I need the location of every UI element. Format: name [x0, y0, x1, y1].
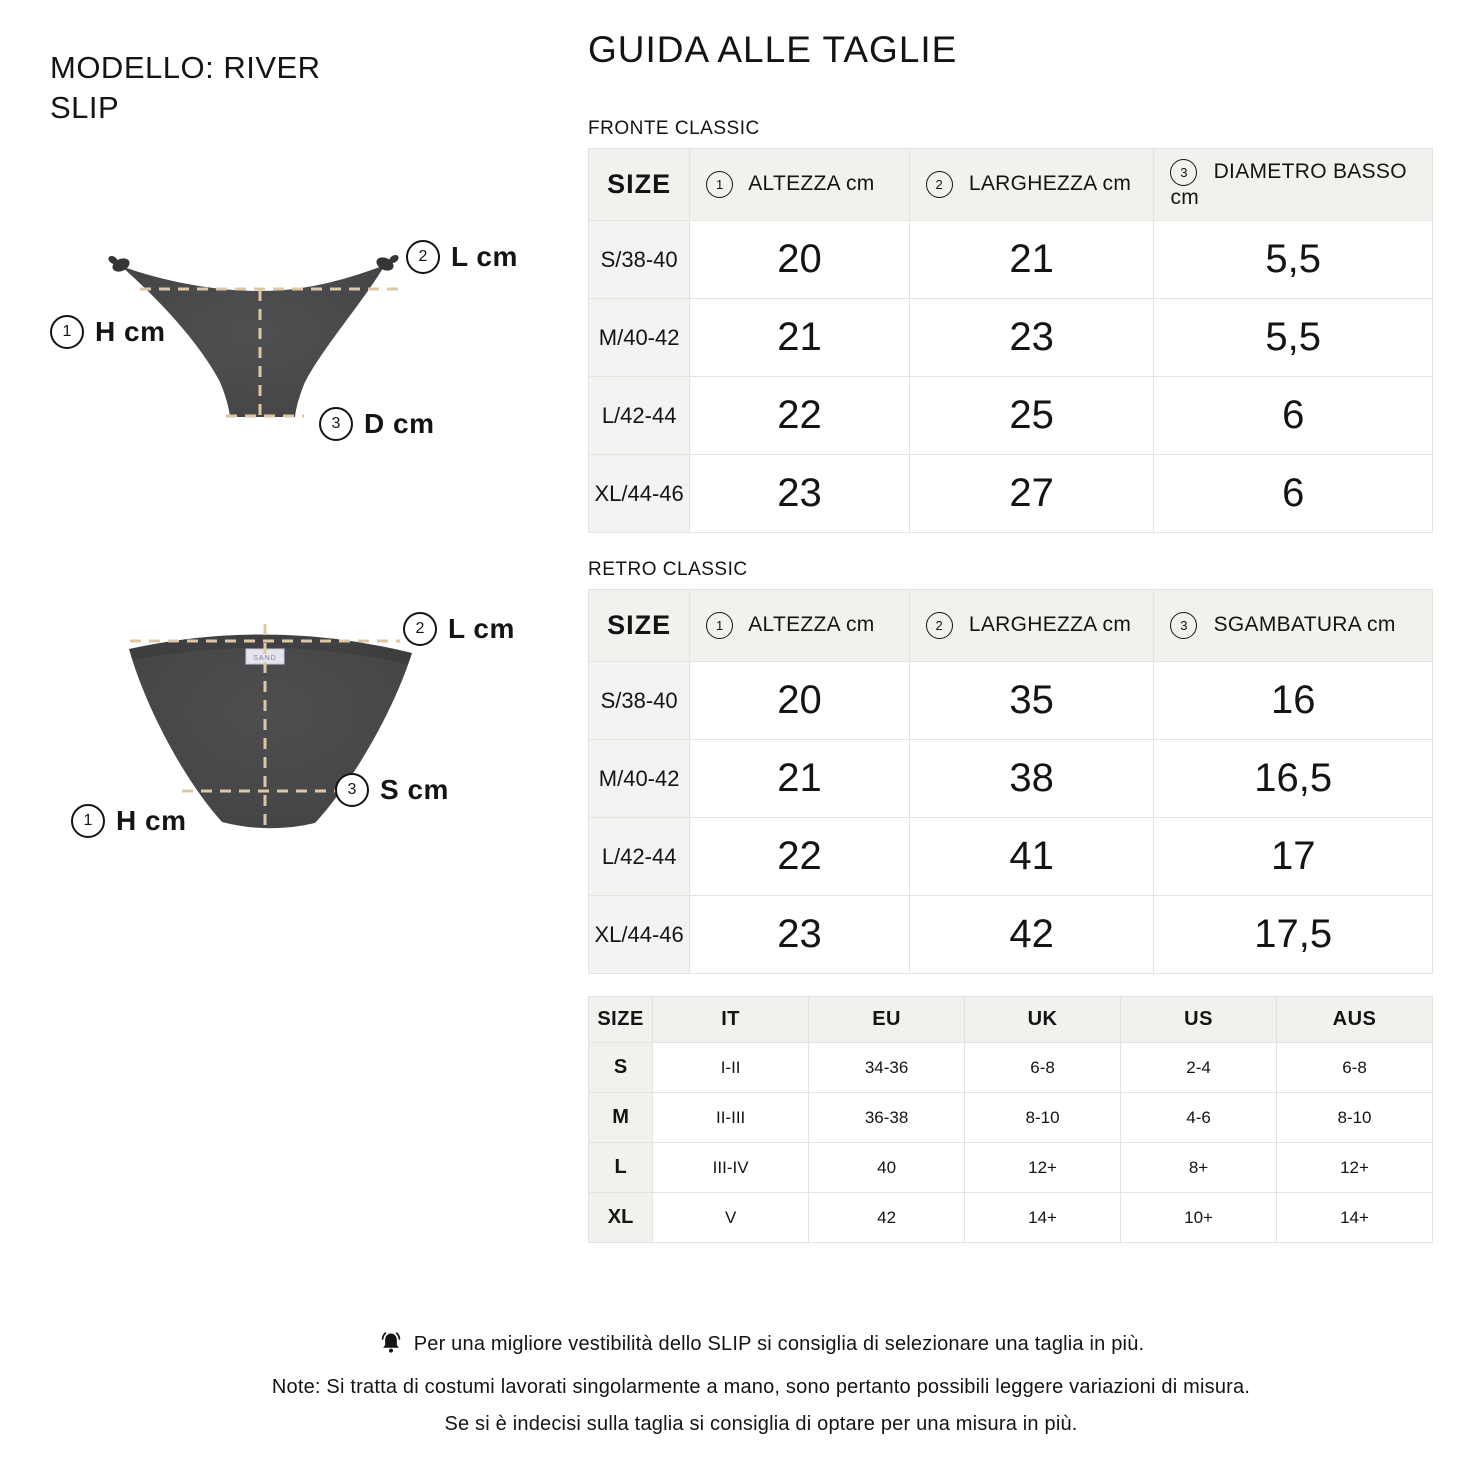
front-measure-l: [406, 240, 518, 274]
larghezza-value: 27: [909, 455, 1154, 533]
sgambatura-value: 16: [1154, 662, 1433, 740]
circled-number-icon: 3: [1170, 612, 1197, 639]
uk-column-header: UK: [965, 997, 1121, 1043]
circled-number-icon: 1: [50, 315, 84, 349]
diametro-basso-value: 6: [1154, 455, 1433, 533]
eu-column-header: EU: [809, 997, 965, 1043]
aus-column-header: AUS: [1277, 997, 1433, 1043]
larghezza-value: 42: [909, 896, 1154, 974]
slip-back-diagram: [40, 598, 560, 883]
altezza-value: 22: [690, 818, 909, 896]
eu-size-value: 40: [809, 1143, 965, 1193]
brand-tag-label: SAND: [253, 655, 277, 662]
guide-title: GUIDA ALLE TAGLIE: [588, 29, 958, 70]
diametro-basso-value: 5,5: [1154, 299, 1433, 377]
diametro-basso-column-header: [1154, 149, 1433, 221]
back-measure-h: [71, 804, 186, 838]
circled-number-icon: 3: [319, 407, 353, 441]
table-row: [589, 377, 1433, 455]
circled-number-icon: 1: [706, 612, 733, 639]
table-row: [589, 896, 1433, 974]
footer-notes: [56, 1326, 1466, 1443]
circled-number-icon: 3: [1170, 159, 1197, 186]
table-row: [589, 1043, 1433, 1093]
size-label: L: [589, 1143, 653, 1193]
sgambatura-value: 17,5: [1154, 896, 1433, 974]
altezza-value: 23: [690, 455, 909, 533]
size-guide-section: [588, 28, 1433, 1243]
size-label: M/40-42: [589, 740, 690, 818]
measure-label: H cm: [95, 316, 166, 347]
size-label: L/42-44: [589, 377, 690, 455]
size-column-header: SIZE: [589, 149, 690, 221]
circled-number-icon: 2: [403, 612, 437, 646]
larghezza-column-header: [909, 590, 1154, 662]
note-line-1: [56, 1326, 1466, 1369]
size-column-header: SIZE: [589, 997, 653, 1043]
size-label: L/42-44: [589, 818, 690, 896]
larghezza-value: 25: [909, 377, 1154, 455]
eu-size-value: 42: [809, 1193, 965, 1243]
bell-icon: [378, 1330, 404, 1369]
larghezza-value: 23: [909, 299, 1154, 377]
table-header-row: [589, 997, 1433, 1043]
diametro-basso-value: 5,5: [1154, 221, 1433, 299]
larghezza-value: 41: [909, 818, 1154, 896]
altezza-value: 20: [690, 221, 909, 299]
model-title: [50, 48, 321, 128]
size-label: M/40-42: [589, 299, 690, 377]
column-header-label: ALTEZZA cm: [748, 613, 875, 637]
us-size-value: 2-4: [1121, 1043, 1277, 1093]
altezza-value: 23: [690, 896, 909, 974]
column-header-label: LARGHEZZA cm: [968, 613, 1132, 637]
altezza-value: 22: [690, 377, 909, 455]
side-knots: [108, 253, 400, 274]
it-size-value: V: [653, 1193, 809, 1243]
size-label: S/38-40: [589, 662, 690, 740]
us-size-value: 4-6: [1121, 1093, 1277, 1143]
table-row: [589, 1093, 1433, 1143]
table-row: [589, 818, 1433, 896]
column-header-label: LARGHEZZA cm: [968, 172, 1132, 196]
uk-size-value: 14+: [965, 1193, 1121, 1243]
note-line-3: Se si è indecisi sulla taglia si consiglia di optare per una misura in più.: [444, 1413, 1078, 1435]
larghezza-column-header: [909, 149, 1154, 221]
note-text: Per una migliore vestibilità dello SLIP si consiglia di selezionare una taglia in più.: [413, 1333, 1145, 1355]
table-header-row: [589, 590, 1433, 662]
table-header-row: [589, 149, 1433, 221]
us-column-header: US: [1121, 997, 1277, 1043]
uk-size-value: 6-8: [965, 1043, 1121, 1093]
altezza-column-header: [690, 149, 909, 221]
eu-size-value: 36-38: [809, 1093, 965, 1143]
size-label: XL/44-46: [589, 896, 690, 974]
model-title-line2: SLIP: [50, 90, 120, 125]
altezza-value: 21: [690, 740, 909, 818]
altezza-value: 21: [690, 299, 909, 377]
sgambatura-value: 17: [1154, 818, 1433, 896]
table-row: [589, 1193, 1433, 1243]
column-header-label: SGAMBATURA cm: [1213, 613, 1396, 637]
size-column-header: SIZE: [589, 590, 690, 662]
aus-size-value: 14+: [1277, 1193, 1433, 1243]
table-row: [589, 1143, 1433, 1193]
international-sizes-table: [588, 996, 1433, 1243]
measure-label: L cm: [451, 241, 518, 272]
it-column-header: IT: [653, 997, 809, 1043]
column-header-label: ALTEZZA cm: [748, 172, 875, 196]
larghezza-value: 38: [909, 740, 1154, 818]
measure-label: L cm: [448, 613, 515, 644]
table-row: [589, 662, 1433, 740]
measure-label: D cm: [364, 408, 435, 439]
us-size-value: 10+: [1121, 1193, 1277, 1243]
column-header-label: DIAMETRO BASSO cm: [1170, 160, 1407, 209]
measure-label: H cm: [116, 805, 187, 836]
table-row: [589, 455, 1433, 533]
note-line-2: Note: Si tratta di costumi lavorati singolarmente a mano, sono pertanto possibili leggere variazioni di misura.: [271, 1376, 1251, 1398]
aus-size-value: 12+: [1277, 1143, 1433, 1193]
circled-number-icon: 2: [406, 240, 440, 274]
altezza-value: 20: [690, 662, 909, 740]
front-classic-label: FRONTE CLASSIC: [588, 118, 760, 139]
circled-number-icon: 1: [706, 171, 733, 198]
slip-front-diagram: [40, 232, 560, 467]
it-size-value: II-III: [653, 1093, 809, 1143]
diametro-basso-value: 6: [1154, 377, 1433, 455]
size-label: XL/44-46: [589, 455, 690, 533]
it-size-value: I-II: [653, 1043, 809, 1093]
size-label: XL: [589, 1193, 653, 1243]
uk-size-value: 12+: [965, 1143, 1121, 1193]
retro-classic-table: [588, 589, 1433, 974]
circled-number-icon: 1: [71, 804, 105, 838]
model-title-line1: MODELLO: RIVER: [50, 50, 321, 85]
retro-classic-label: RETRO CLASSIC: [588, 559, 748, 580]
us-size-value: 8+: [1121, 1143, 1277, 1193]
circled-number-icon: 3: [335, 773, 369, 807]
front-classic-table: [588, 148, 1433, 533]
table-row: [589, 221, 1433, 299]
size-label: M: [589, 1093, 653, 1143]
sgambatura-value: 16,5: [1154, 740, 1433, 818]
back-measure-l: [403, 612, 515, 646]
uk-size-value: 8-10: [965, 1093, 1121, 1143]
front-measure-h: [50, 315, 165, 349]
back-measure-s: [335, 773, 449, 807]
it-size-value: III-IV: [653, 1143, 809, 1193]
aus-size-value: 6-8: [1277, 1043, 1433, 1093]
size-label: S/38-40: [589, 221, 690, 299]
aus-size-value: 8-10: [1277, 1093, 1433, 1143]
table-row: [589, 299, 1433, 377]
altezza-column-header: [690, 590, 909, 662]
measure-label: S cm: [380, 774, 449, 805]
sgambatura-column-header: [1154, 590, 1433, 662]
circled-number-icon: 2: [926, 612, 953, 639]
circled-number-icon: 2: [926, 171, 953, 198]
size-label: S: [589, 1043, 653, 1093]
larghezza-value: 21: [909, 221, 1154, 299]
larghezza-value: 35: [909, 662, 1154, 740]
table-row: [589, 740, 1433, 818]
eu-size-value: 34-36: [809, 1043, 965, 1093]
front-measure-d: [319, 407, 434, 441]
